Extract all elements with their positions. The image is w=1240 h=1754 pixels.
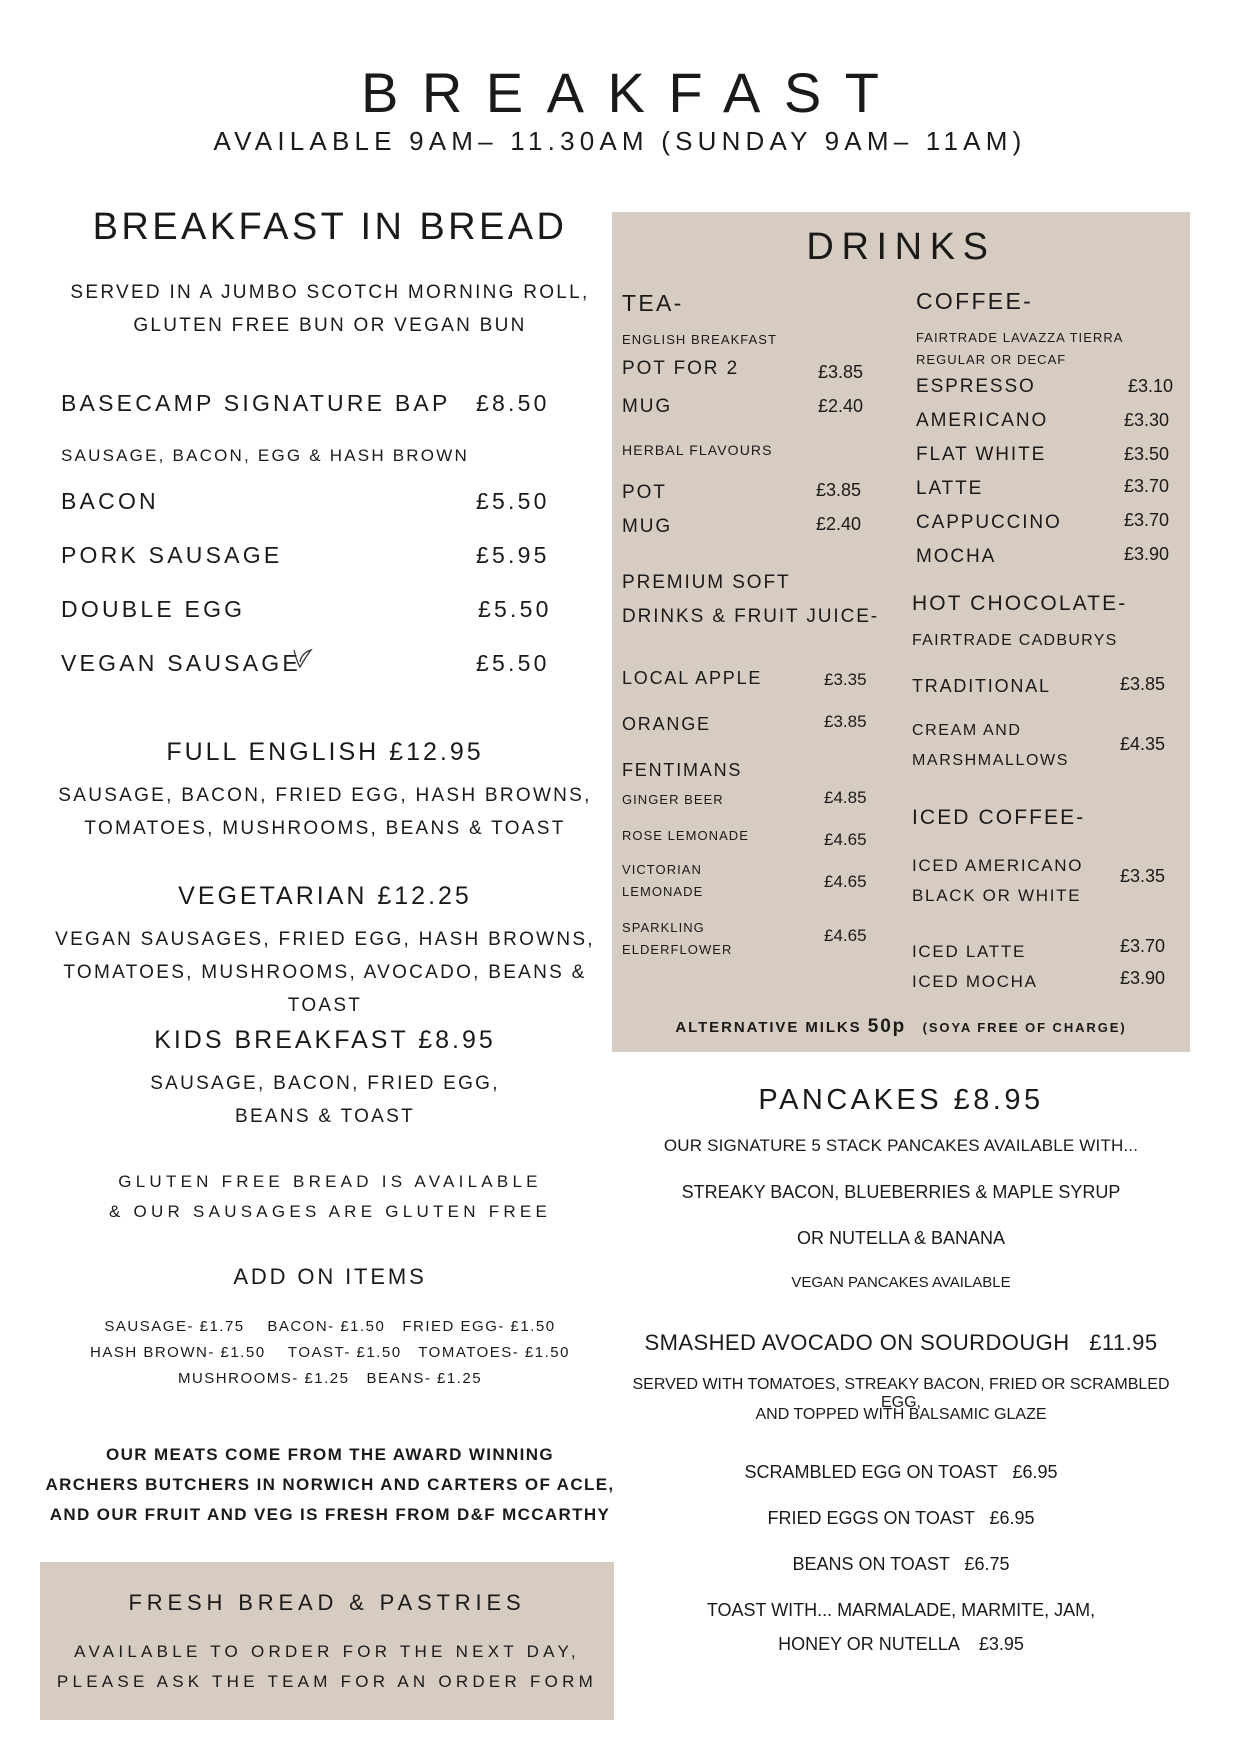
full-english-line2: TOMATOES, MUSHROOMS, BEANS & TOAST (84, 818, 566, 839)
breakfast-in-bread-heading: BREAKFAST IN BREAD (92, 206, 568, 248)
hot-chocolate-desc: FAIRTRADE CADBURYS (912, 632, 1118, 649)
pancakes-heading: PANCAKES £8.95 (758, 1084, 1044, 1116)
fresh-bread-panel (40, 1562, 614, 1720)
fresh-bread-heading: FRESH BREAD & PASTRIES (128, 1590, 526, 1615)
drink-price: £3.30 (1124, 410, 1170, 430)
leaf-icon (290, 646, 314, 670)
alt-milks-paren: (SOYA FREE OF CHARGE) (922, 1020, 1127, 1035)
drink-name: VICTORIAN (622, 862, 702, 877)
drink-name: MARSHMALLOWS (912, 752, 1069, 769)
full-english-heading: FULL ENGLISH £12.95 (166, 738, 484, 766)
menu-item-name: PORK SAUSAGE (61, 542, 283, 568)
menu-item-name: BACON (61, 488, 159, 514)
drink-price: £3.85 (818, 362, 864, 382)
drink-name: ROSE LEMONADE (622, 828, 749, 843)
kids-line1: SAUSAGE, BACON, FRIED EGG, (150, 1073, 500, 1094)
menu-item-price: £5.50 (476, 488, 550, 514)
gluten-note-line2: & OUR SAUSAGES ARE GLUTEN FREE (108, 1202, 552, 1221)
drink-name: ICED AMERICANO (912, 856, 1084, 875)
menu-item-price: £8.50 (476, 390, 550, 416)
fried-eggs-item: FRIED EGGS ON TOAST £6.95 (767, 1508, 1035, 1528)
avocado-line1: SERVED WITH TOMATOES, STREAKY BACON, FRIED OR SCRAMBLED EGG, (632, 1376, 1170, 1411)
drink-price: £4.85 (824, 788, 867, 807)
hot-chocolate-heading: HOT CHOCOLATE- (912, 592, 1128, 615)
drink-name: POT FOR 2 (622, 358, 740, 379)
drink-name: ICED MOCHA (912, 972, 1038, 991)
drink-name: ICED LATTE (912, 942, 1026, 961)
drink-price: £4.65 (824, 872, 867, 891)
drink-price: £3.85 (816, 480, 862, 500)
drink-name: ESPRESSO (916, 376, 1036, 397)
add-on-heading: ADD ON ITEMS (233, 1264, 427, 1289)
drink-name: ORANGE (622, 714, 711, 734)
drink-name: SPARKLING (622, 920, 705, 935)
pancakes-line3: OR NUTELLA & BANANA (796, 1228, 1006, 1248)
alt-milks-label: ALTERNATIVE MILKS (675, 1019, 868, 1036)
full-english-line1: SAUSAGE, BACON, FRIED EGG, HASH BROWNS, (58, 785, 592, 806)
add-on-line2: HASH BROWN- £1.50 TOAST- £1.50 TOMATOES- £1.50 (90, 1344, 570, 1361)
fentimans-label: FENTIMANS (622, 760, 743, 780)
drink-name: FLAT WHITE (916, 444, 1047, 465)
alternative-milks-note (612, 1016, 1190, 1038)
meats-note-line2: ARCHERS BUTCHERS IN NORWICH AND CARTERS OF ACLE, (45, 1475, 615, 1494)
alt-milks-price: 50p (867, 1016, 907, 1037)
signature-bap-description: SAUSAGE, BACON, EGG & HASH BROWN (61, 446, 469, 465)
bread-intro-line2: GLUTEN FREE BUN OR VEGAN BUN (133, 315, 527, 336)
menu-item-price: £5.50 (476, 650, 550, 676)
drink-price: £3.70 (1124, 510, 1170, 530)
toast-with-line2: HONEY OR NUTELLA £3.95 (778, 1634, 1024, 1654)
drink-price: £3.70 (1120, 936, 1166, 956)
menu-item-name: VEGAN SAUSAGE (61, 650, 301, 676)
drink-price: £3.35 (824, 670, 867, 689)
drink-name: CAPPUCCINO (916, 512, 1062, 533)
drink-price: £4.65 (824, 830, 867, 849)
soft-drinks-heading-line2: DRINKS & FRUIT JUICE- (622, 606, 880, 627)
meats-note-line1: OUR MEATS COME FROM THE AWARD WINNING (106, 1445, 554, 1464)
soft-drinks-heading-line1: PREMIUM SOFT (622, 572, 791, 593)
drink-price: £3.35 (1120, 866, 1166, 886)
menu-item-price: £5.50 (478, 596, 552, 622)
page-title: BREAKFAST (360, 61, 903, 124)
drink-price: £3.85 (1120, 674, 1166, 694)
tea-heading: TEA- (622, 290, 684, 316)
iced-coffee-heading: ICED COFFEE- (912, 806, 1086, 829)
avocado-line2: AND TOPPED WITH BALSAMIC GLAZE (755, 1406, 1047, 1423)
menu-item-name: DOUBLE EGG (61, 596, 246, 622)
scrambled-egg-item: SCRAMBLED EGG ON TOAST £6.95 (744, 1462, 1058, 1482)
english-breakfast-label: ENGLISH BREAKFAST (622, 332, 777, 347)
drink-price: £4.65 (824, 926, 867, 945)
vegetarian-line1: VEGAN SAUSAGES, FRIED EGG, HASH BROWNS, (55, 929, 595, 950)
gluten-note-line1: GLUTEN FREE BREAD IS AVAILABLE (118, 1172, 542, 1191)
drink-price: £2.40 (818, 396, 864, 416)
drink-name: MOCHA (916, 546, 997, 567)
fresh-bread-line1: AVAILABLE TO ORDER FOR THE NEXT DAY, (74, 1642, 580, 1661)
meats-note-line3: AND OUR FRUIT AND VEG IS FRESH FROM D&F MCCARTHY (49, 1505, 611, 1524)
drink-name: ELDERFLOWER (622, 942, 733, 957)
menu-item-name: BASECAMP SIGNATURE BAP (61, 390, 451, 416)
menu-item-price: £5.95 (476, 542, 550, 568)
pancakes-line4: VEGAN PANCAKES AVAILABLE (791, 1274, 1011, 1291)
drink-name: MUG (622, 516, 673, 537)
drink-price: £3.50 (1124, 444, 1170, 464)
drink-name: BLACK OR WHITE (912, 886, 1082, 905)
kids-line2: BEANS & TOAST (235, 1106, 415, 1127)
drink-name: TRADITIONAL (912, 676, 1051, 696)
beans-toast-item: BEANS ON TOAST £6.75 (792, 1554, 1010, 1574)
pancakes-line2: STREAKY BACON, BLUEBERRIES & MAPLE SYRUP (681, 1182, 1121, 1202)
pancakes-line1: OUR SIGNATURE 5 STACK PANCAKES AVAILABLE WITH... (663, 1136, 1139, 1155)
toast-with-line1: TOAST WITH... MARMALADE, MARMITE, JAM, (706, 1600, 1096, 1620)
add-on-line3: MUSHROOMS- £1.25 BEANS- £1.25 (177, 1370, 483, 1387)
drink-name: AMERICANO (916, 410, 1049, 431)
add-on-line1: SAUSAGE- £1.75 BACON- £1.50 FRIED EGG- £1.50 (104, 1318, 556, 1335)
drink-name: LEMONADE (622, 884, 704, 899)
drink-name: LOCAL APPLE (622, 668, 763, 688)
drink-name: CREAM AND (912, 722, 1022, 739)
vegetarian-line2: TOMATOES, MUSHROOMS, AVOCADO, BEANS & TOAST (63, 962, 587, 1016)
drink-price: £2.40 (816, 514, 862, 534)
avocado-heading: SMASHED AVOCADO ON SOURDOUGH £11.95 (644, 1330, 1158, 1355)
drink-price: £3.70 (1124, 476, 1170, 496)
availability-subtitle: AVAILABLE 9AM– 11.30AM (SUNDAY 9AM– 11AM) (213, 126, 1027, 156)
coffee-heading: COFFEE- (916, 288, 1034, 314)
herbal-label: HERBAL FLAVOURS (622, 442, 773, 458)
drink-price: £3.85 (824, 712, 867, 731)
drink-price: £3.90 (1124, 544, 1170, 564)
drink-name: GINGER BEER (622, 792, 724, 807)
drink-name: LATTE (916, 478, 984, 499)
drink-name: POT (622, 482, 667, 503)
drink-price: £4.35 (1120, 734, 1166, 754)
drink-name: MUG (622, 396, 673, 417)
kids-breakfast-heading: KIDS BREAKFAST £8.95 (154, 1026, 496, 1054)
fresh-bread-line2: PLEASE ASK THE TEAM FOR AN ORDER FORM (56, 1672, 598, 1691)
bread-intro-line1: SERVED IN A JUMBO SCOTCH MORNING ROLL, (70, 282, 590, 303)
coffee-desc-line1: FAIRTRADE LAVAZZA TIERRA (916, 330, 1124, 345)
coffee-desc-line2: REGULAR OR DECAF (916, 352, 1067, 367)
vegetarian-heading: VEGETARIAN £12.25 (178, 882, 472, 910)
drink-price: £3.10 (1128, 376, 1174, 396)
drink-price: £3.90 (1120, 968, 1166, 988)
drinks-heading: DRINKS (806, 226, 996, 268)
